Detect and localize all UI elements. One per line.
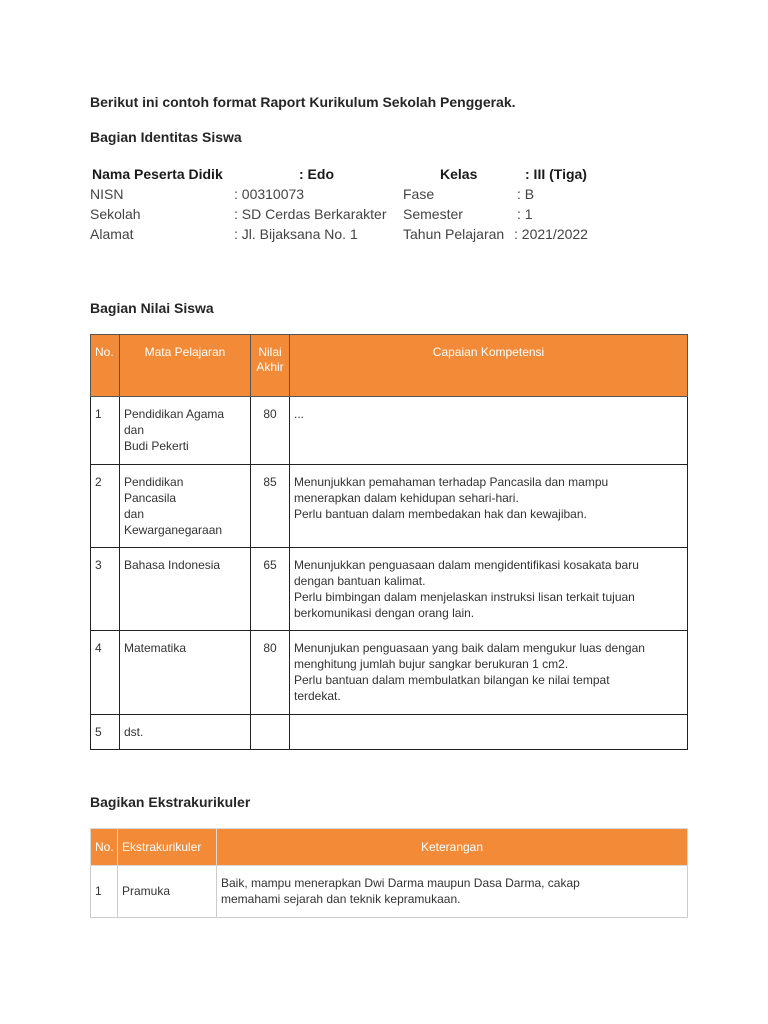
mapel-line: Budi Pekerti bbox=[124, 439, 189, 453]
alamat-value: : Jl. Bijaksana No. 1 bbox=[234, 226, 358, 242]
table-row bbox=[91, 465, 688, 548]
row-no: 2 bbox=[91, 465, 120, 548]
sekolah-value: : SD Cerdas Berkarakter bbox=[234, 206, 387, 222]
table-row bbox=[91, 397, 688, 465]
capaian-line: Perlu bantuan dalam membulatkan bilangan ke nilai tempat bbox=[294, 673, 610, 687]
table-row bbox=[91, 715, 688, 750]
nama-value: : Edo bbox=[299, 166, 334, 182]
capaian-line: Perlu bantuan dalam membedakan hak dan kewajiban. bbox=[294, 507, 587, 521]
row-nilai: 85 bbox=[251, 465, 290, 548]
capaian-line: menghitung jumlah bujur sangkar berukuran 1 cm2. bbox=[294, 657, 569, 671]
header-mapel: Mata Pelajaran bbox=[120, 335, 251, 397]
mapel-line: Kewarganegaraan bbox=[124, 523, 223, 537]
tahun-value: : 2021/2022 bbox=[514, 226, 588, 242]
ekstra-header-keterangan: Keterangan bbox=[217, 829, 688, 866]
mapel-line: dan bbox=[124, 507, 145, 521]
kelas-label: Kelas bbox=[440, 166, 478, 182]
capaian-line: menerapkan dalam kehidupan sehari-hari. bbox=[294, 491, 519, 505]
capaian-line: dengan bantuan kalimat. bbox=[294, 574, 426, 588]
nilai-table bbox=[90, 334, 688, 750]
ekstra-header-no: No. bbox=[91, 829, 118, 866]
row-mapel bbox=[120, 631, 251, 715]
header-nilai-line1: Nilai bbox=[258, 345, 282, 359]
ekstra-header-nama: Ekstrakurikuler bbox=[118, 829, 217, 866]
intro-text: Berikut ini contoh format Raport Kurikulum Sekolah Penggerak. bbox=[90, 94, 516, 110]
ekstra-heading: Bagikan Ekstrakurikuler bbox=[90, 794, 251, 810]
mapel-line: Pancasila bbox=[124, 491, 177, 505]
capaian-line: ... bbox=[294, 407, 305, 421]
row-capaian bbox=[290, 397, 688, 465]
nisn-value: : 00310073 bbox=[234, 186, 305, 202]
row-capaian bbox=[290, 465, 688, 548]
mapel-line: Matematika bbox=[124, 641, 187, 655]
header-nilai bbox=[251, 335, 290, 397]
mapel-line: Pendidikan bbox=[124, 475, 184, 489]
nilai-heading: Bagian Nilai Siswa bbox=[90, 300, 214, 316]
alamat-label: Alamat bbox=[90, 226, 134, 242]
mapel-line: Pendidikan Agama bbox=[124, 407, 225, 421]
nisn-label: NISN bbox=[90, 186, 124, 202]
row-no: 3 bbox=[91, 548, 120, 631]
capaian-line: berkomunikasi dengan orang lain. bbox=[294, 606, 475, 620]
row-nilai bbox=[251, 715, 290, 750]
identitas-heading: Bagian Identitas Siswa bbox=[90, 129, 242, 145]
table-row bbox=[91, 866, 688, 918]
row-capaian bbox=[290, 631, 688, 715]
semester-value: : 1 bbox=[517, 206, 533, 222]
mapel-line: Bahasa Indonesia bbox=[124, 558, 221, 572]
row-nilai: 80 bbox=[251, 631, 290, 715]
tahun-label: Tahun Pelajaran bbox=[403, 226, 505, 242]
keterangan-line: memahami sejarah dan teknik kepramukaan. bbox=[221, 892, 461, 906]
kelas-value: : III (Tiga) bbox=[525, 166, 587, 182]
row-no: 5 bbox=[91, 715, 120, 750]
row-mapel bbox=[120, 715, 251, 750]
ekstra-table bbox=[90, 828, 688, 918]
capaian-line: Menunjukkan penguasaan dalam mengidentifikasi kosakata baru bbox=[294, 558, 639, 572]
row-no: 4 bbox=[91, 631, 120, 715]
capaian-line: Perlu bimbingan dalam menjelaskan instruksi lisan terkait tujuan bbox=[294, 590, 635, 604]
nilai-header-row bbox=[91, 335, 688, 397]
header-no: No. bbox=[91, 335, 120, 397]
row-capaian bbox=[290, 548, 688, 631]
table-row bbox=[91, 548, 688, 631]
row-capaian bbox=[290, 715, 688, 750]
nama-label: Nama Peserta Didik bbox=[92, 166, 223, 182]
mapel-line: dst. bbox=[124, 725, 144, 739]
fase-value: : B bbox=[517, 186, 535, 202]
ekstra-row-nama: Pramuka bbox=[118, 866, 217, 918]
row-mapel bbox=[120, 465, 251, 548]
capaian-line: Menunjukan penguasaan yang baik dalam mengukur luas dengan bbox=[294, 641, 645, 655]
capaian-line: Menunjukkan pemahaman terhadap Pancasila dan mampu bbox=[294, 475, 609, 489]
row-nilai: 65 bbox=[251, 548, 290, 631]
table-row bbox=[91, 631, 688, 715]
sekolah-label: Sekolah bbox=[90, 206, 141, 222]
capaian-line: terdekat. bbox=[294, 689, 341, 703]
row-mapel bbox=[120, 397, 251, 465]
fase-label: Fase bbox=[403, 186, 435, 202]
header-nilai-line2: Akhir bbox=[256, 360, 284, 374]
header-capaian: Capaian Kompetensi bbox=[290, 335, 688, 397]
ekstra-row-no: 1 bbox=[91, 866, 118, 918]
mapel-line: dan bbox=[124, 423, 145, 437]
ekstra-row-keterangan bbox=[217, 866, 688, 918]
row-nilai: 80 bbox=[251, 397, 290, 465]
row-no: 1 bbox=[91, 397, 120, 465]
row-mapel bbox=[120, 548, 251, 631]
keterangan-line: Baik, mampu menerapkan Dwi Darma maupun Dasa Darma, cakap bbox=[221, 876, 580, 890]
ekstra-header-row bbox=[91, 829, 688, 866]
semester-label: Semester bbox=[403, 206, 463, 222]
